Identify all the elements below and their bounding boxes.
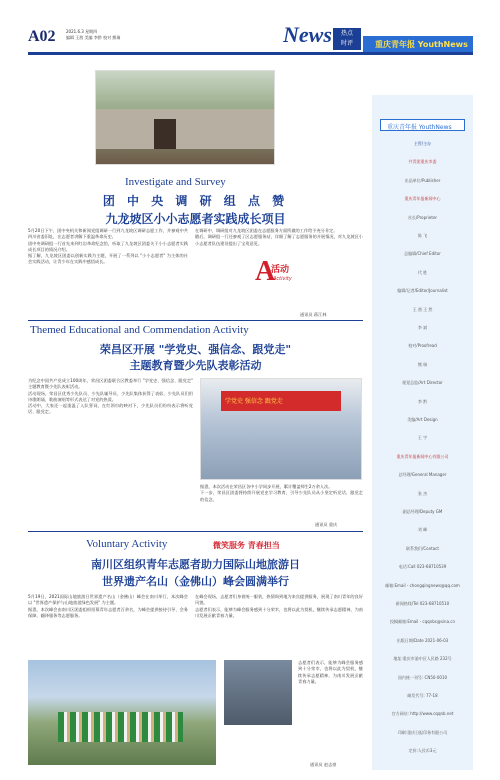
section-divider: [28, 531, 363, 532]
sidebar-credit-item: 社长/Proprieter: [407, 214, 438, 220]
article2-para: 活动现场，荣昌区优秀少先队员、少先队辅导员、少先队集体获得了表彰，少先队员们用诗歌朗诵、歌曲演唱等形式表达了对党的热爱。: [28, 390, 193, 402]
sidebar-credit-item: 张 杰: [417, 490, 428, 496]
page-number: A02: [28, 28, 56, 45]
article3-photo-small: [224, 660, 292, 725]
sidebar-credit-item: 校对/Proofread: [408, 343, 437, 349]
article1-para: 5月20日下午，团中央机关和新闻党组调研一行到九龙坡区调研志愿工作，并参观中共四川省委旧址，在志愿者讲解下重温革命历史。: [28, 228, 188, 240]
article1-para: 团中央调研组一行首先来到红岩革命纪念馆，听取了九龙坡区团委关于小小志愿者实践成长项目的情况介绍。: [28, 240, 188, 252]
article3-group-photo: [28, 660, 216, 765]
article3-para: 志愿者们表示，能够为峰会服务感到十分荣幸，也将以此为契机，继续传承志愿精神，为南川发展贡献青春力量。: [298, 660, 363, 684]
sidebar-credit-item: 李 黔: [417, 398, 428, 404]
brand-text: 重庆青年报 YouthNews: [375, 40, 468, 49]
masthead-sidebar: [372, 95, 473, 770]
sidebar-credit-item: 邮箱:Email - chongqingnews@qq.com: [385, 582, 460, 588]
article1-para: 随后，调研组一行还参观了区志愿服务站，详细了解了志愿服务的开展情况，对九龙坡区小小志愿者队伍建设提出了宝贵意见。: [195, 234, 363, 246]
article2-para: 下一步，荣昌区团委将持续开展党史学习教育，引导少先队员从小坚定听党话、跟党走的信念。: [200, 490, 363, 502]
sidebar-credit-item: 王 茜 王 然: [412, 306, 433, 312]
section-divider: [28, 320, 363, 321]
article2-col2: [200, 484, 363, 518]
article2-photo: [200, 378, 362, 480]
sidebar-credit-item: 熊 瑞: [417, 361, 428, 367]
article3-col1: [28, 594, 188, 656]
issue-meta: [66, 29, 176, 41]
sidebar-credit-item: 视觉总监/Art Director: [402, 380, 443, 386]
sidebar-credit-item: 主管/主办: [413, 141, 432, 146]
sidebar-credit-item: 共青团重庆市委: [408, 159, 437, 165]
article2-para: 为纪念中国共产党成立100周年，荣昌区团委联合区教委举行 "学党史、强信念、跟党走" 主题教育暨少先队表彰活动。: [28, 378, 193, 390]
article1-section-en: Investigate and Survey: [125, 176, 226, 188]
article1-photo: [95, 70, 275, 165]
brand-bar: [363, 36, 473, 52]
sidebar-credit-item: 陈 飞: [417, 233, 428, 238]
sidebar-credit-item: 投稿邮箱:Email - cqqnbs@sina.cn: [389, 619, 456, 625]
article1-para: 据了解，九龙坡区团委以创新实践为主题，开展了一系列以 "小小志愿者" 为主体的社会实践活动，让青少年在实践中感悟成长。: [28, 253, 188, 265]
article3-title: 南川区组织青年志愿者助力国际山地旅游日: [91, 558, 300, 571]
activity-stamp-cn: 活动: [271, 265, 290, 275]
article3-para: 5月19日，2021国际山地旅游日世界遗产名山（金佛山）峰会在南川举行，本次峰会以 "世界遗产保护与山地旅游绿色发展" 为主题。: [28, 594, 188, 606]
article2-title: 荣昌区开展 "学党史、强信念、跟党走": [99, 343, 292, 356]
activity-stamp: [255, 258, 293, 288]
article1-title: 团 中 央 调 研 组 点 赞: [102, 194, 289, 208]
activity-stamp-en: Activity: [273, 276, 292, 282]
sidebar-credit-item: 编辑/记者/Editor/Journalist: [397, 288, 448, 294]
article2-section-en: Themed Educational and Commendation Activity: [30, 324, 249, 336]
sidebar-logo-text: 重庆青年报 YouthNews: [387, 124, 452, 131]
section-badge-line1: 热点: [340, 30, 353, 37]
sidebar-credit-item: 地址:重庆市渝中区人民路 232号: [393, 656, 452, 662]
sidebar-credit-item: 总经理/General Manager: [398, 472, 447, 478]
sidebar-credit-item: 李 斌: [417, 325, 428, 330]
article3-section-en: Voluntary Activity: [86, 538, 168, 550]
sidebar-credit-item: 官方网站: http://www.cqqnb.net: [391, 711, 454, 717]
article1-subtitle: 九龙坡区小小志愿者实践成长项目: [105, 212, 286, 226]
section-badge-line2: 时评: [340, 40, 353, 47]
article3-author: 通讯员 赵志豪: [310, 762, 337, 767]
issue-date: 2021.6.3 星期四: [66, 29, 98, 34]
article2-author: 通讯员 重庆: [315, 522, 338, 527]
article3-para: 在峰会现场，志愿者们身着统一服装，热情周到地为来宾提供服务，展现了南川青年的良好风貌。: [195, 594, 363, 606]
article1-author: 通讯员 蒋江林: [300, 312, 327, 317]
sidebar-credit-item: 定价:人民币3元: [408, 748, 437, 754]
activity-stamp-letter: A: [255, 256, 276, 287]
sidebar-credit-item: 副总经理/Deputy GM: [402, 509, 443, 514]
sidebar-credit-item: 王 宇: [417, 435, 428, 441]
news-wordmark: News: [283, 22, 332, 47]
article2-col1: [28, 378, 193, 508]
sidebar-credit-item: 重庆青年报新闻中心: [404, 196, 441, 202]
article2-para: 据悉，本次活动在荣昌区各中小学同步开展，累计覆盖师生2万余人次。: [200, 484, 333, 489]
article3-col2: [195, 594, 363, 656]
article2-para: 活动中，大家还一起重温了入队誓词，在红领巾的映衬下，少先队员们纷纷表示将听党话、跟党走。: [28, 403, 193, 415]
article3-section-cn: 微笑服务 青春担当: [213, 541, 280, 550]
article2-subtitle: 主题教育暨少先队表彰活动: [129, 359, 262, 372]
sidebar-credit-item: 电话:Call 023-68710539: [398, 564, 447, 570]
sidebar-credit-item: 邮发代号: 77-18: [407, 693, 438, 698]
sidebar-credit-item: 出品单位/Publisher: [404, 177, 441, 183]
sidebar-credit-item: 重庆青年报新闻中心有限公司: [396, 453, 449, 459]
sidebar-credit-item: 出版日期/Date 2021-06-03: [396, 637, 449, 643]
section-badge: [333, 28, 361, 50]
staff-line: 编辑 王茜 美编 李黔 校对 熊瑞: [66, 35, 121, 40]
sidebar-credit-item: 总编辑/Chief Editor: [404, 251, 441, 257]
sidebar-credit-item: 国内统一刊号: CN50-0010: [397, 674, 448, 680]
article3-col3: [298, 660, 363, 750]
article1-para: 在调研中，调研组对九龙坡区团委在志愿服务方面所做的工作给予充分肯定。: [195, 228, 338, 233]
article3-subtitle: 世界遗产名山（金佛山）峰会圆满举行: [102, 575, 289, 588]
sidebar-credit-item: 印刷:重庆日报印务有限公司: [397, 729, 448, 735]
photo-banner-text: 学党史 强信念 跟党走: [225, 398, 283, 405]
sidebar-credit-item: 联系我们/Contact: [406, 545, 439, 551]
sidebar-credit-item: 美编/Art Design: [407, 417, 438, 422]
article3-para: 据悉，本次峰会由南川区团委组织招募青年志愿者百余名，为峰会提供接待引导、会务保障、翻译服务等志愿服务。: [28, 606, 188, 618]
header-rule: [28, 52, 473, 55]
sidebar-credit-item: 刘 峰: [417, 527, 428, 533]
sidebar-logo: [380, 119, 465, 131]
sidebar-credit-item: 新闻热线/Tel 023-68710510: [395, 601, 450, 606]
sidebar-credit-item: 代 胜: [417, 269, 428, 275]
article3-para: 志愿者们表示，能够为峰会服务感到十分荣幸，也将以此为契机，继续传承志愿精神，为南川发展贡献青春力量。: [195, 606, 363, 618]
article1-col1: [28, 228, 188, 308]
